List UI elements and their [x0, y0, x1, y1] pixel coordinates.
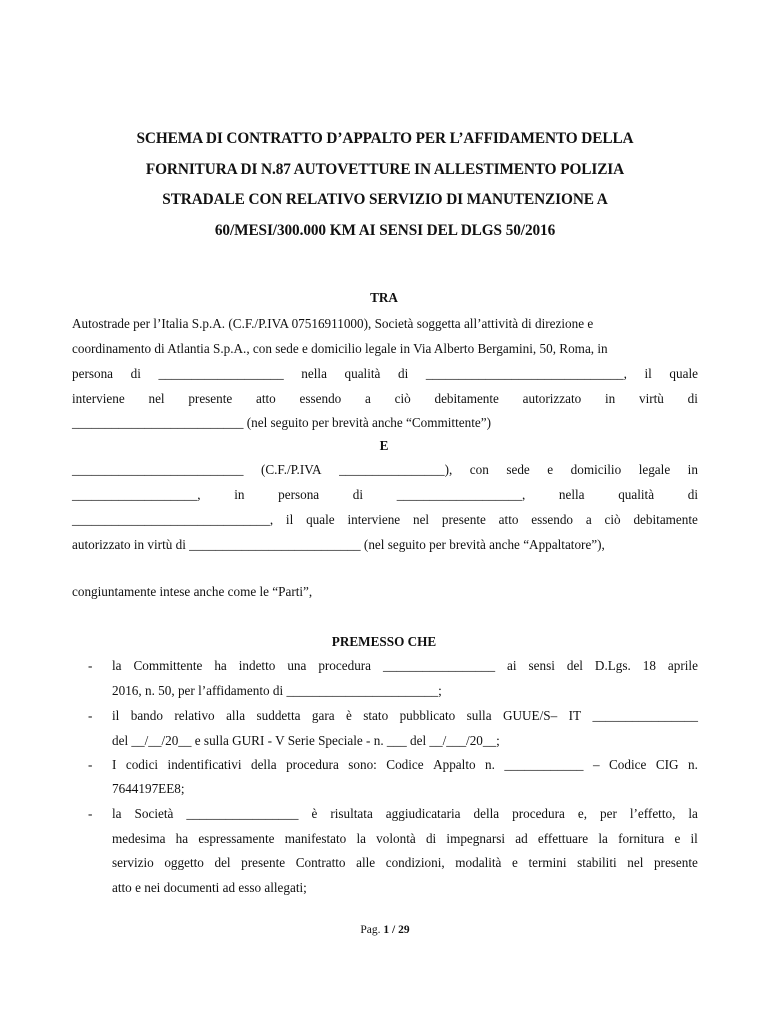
word: ____________ [504, 757, 584, 772]
word: manifestato [284, 831, 347, 846]
title-line: 60/MESI/300.000 KM AI SENSI DEL DLGS 50/2016 [214, 221, 556, 239]
word: nella [301, 366, 327, 381]
word: qualità [344, 366, 381, 381]
word: fornitura [618, 831, 665, 846]
word: è [345, 708, 352, 723]
word: procedura [318, 658, 372, 673]
word: atto [498, 512, 519, 527]
word: Committente [133, 658, 203, 673]
word: di [352, 487, 364, 502]
word: di [425, 831, 437, 846]
page-label: Pag. [360, 924, 384, 936]
word: presente [441, 512, 486, 527]
word: espressamente [198, 831, 275, 846]
word: (C.F./P.IVA [260, 462, 322, 477]
item-line: 7644197EE8; [112, 781, 185, 796]
total-pages: 29 [398, 924, 410, 936]
word: I [112, 757, 117, 772]
word: della [250, 757, 277, 772]
word: la [598, 831, 608, 846]
word: __________________________ [72, 462, 244, 477]
item-line [112, 806, 698, 822]
word: una [287, 658, 307, 673]
word: condizioni, [385, 855, 445, 870]
word: di [130, 366, 141, 381]
word: per [600, 806, 617, 821]
word: modalità [455, 855, 502, 870]
party2-line-2 [72, 487, 698, 503]
word: IT [568, 708, 582, 723]
word: ai [507, 658, 517, 673]
word: interviene [72, 391, 125, 406]
word: stabiliti [577, 855, 617, 870]
word: sede [506, 462, 530, 477]
word: nel [148, 391, 165, 406]
word: alla [226, 708, 246, 723]
word: ___________________, [72, 487, 201, 502]
word: medesima [112, 831, 166, 846]
title-line: STRADALE CON RELATIVO SERVIZIO DI MANUTENZIONE A [162, 191, 608, 208]
word: risultata [330, 806, 373, 821]
party2-line-4: autorizzato in virtù di __________________________ (nel seguito per brevità anche “Appaltatore”), [72, 537, 605, 552]
item-line [112, 658, 698, 674]
item-line: del __/__/20__ e sulla GURI - V Serie Speciale - n. ___ del __/___/20__; [112, 733, 500, 748]
word: in [234, 487, 245, 502]
word: a [365, 391, 371, 406]
word: effettuare [537, 831, 589, 846]
word: GUUE/S– [502, 708, 558, 723]
document-title [60, 124, 710, 246]
item-line [112, 831, 698, 847]
word: – [592, 757, 600, 772]
word: ad [515, 831, 528, 846]
word: virtù [638, 391, 664, 406]
word: Codice [609, 757, 647, 772]
word: presente [241, 855, 286, 870]
word: la [356, 831, 366, 846]
list-dash: - [88, 658, 93, 673]
word: ___________________ [158, 366, 284, 381]
word: debitamente [434, 391, 499, 406]
word: Contratto [295, 855, 346, 870]
word: _________________ [186, 806, 299, 821]
word: e, [577, 806, 588, 821]
word: servizio [112, 855, 154, 870]
word: D.Lgs. [594, 658, 631, 673]
congiuntamente-text: congiuntamente intese anche come le “Parti”, [72, 584, 313, 599]
word: impegnarsi [446, 831, 506, 846]
list-dash: - [88, 757, 93, 772]
word: ciò [394, 391, 411, 406]
word: persona [72, 366, 114, 381]
item-line: atto e nei documenti ad esso allegati; [112, 880, 307, 895]
list-dash: - [88, 708, 93, 723]
word: Codice [386, 757, 424, 772]
word: pubblicato [399, 708, 456, 723]
word: la [112, 658, 122, 673]
word: interviene [347, 512, 401, 527]
word: è [311, 806, 318, 821]
word: stato [363, 708, 389, 723]
word: volontà [376, 831, 416, 846]
word: il [285, 512, 294, 527]
word: e [512, 855, 518, 870]
word: indetto [238, 658, 276, 673]
word: con [469, 462, 489, 477]
word: quale [669, 366, 698, 381]
word: ciò [604, 512, 621, 527]
word: e [547, 462, 554, 477]
word: di [687, 391, 698, 406]
word: debitamente [633, 512, 698, 527]
word: nella [558, 487, 585, 502]
word: _________________ [382, 658, 496, 673]
word: sono: [348, 757, 377, 772]
word: Società [134, 806, 174, 821]
word: la [688, 806, 698, 821]
word: codici [125, 757, 159, 772]
word: di [687, 487, 698, 502]
party1-line-1: Autostrade per l’Italia S.p.A. (C.F./P.IVA 07516911000), Società soggetta all’attività di direzione e [72, 316, 594, 331]
list-dash: - [88, 806, 93, 821]
word: termini [528, 855, 567, 870]
word: presente [653, 855, 698, 870]
word: nel [627, 855, 644, 870]
party2-line-1 [72, 462, 698, 478]
item-line [112, 757, 698, 773]
word: procedura [512, 806, 565, 821]
word: in [687, 462, 698, 477]
word: presente [188, 391, 233, 406]
word: 18 [642, 658, 656, 673]
item-line [112, 708, 698, 724]
word: indentificativi [167, 757, 242, 772]
title-line: FORNITURA DI N.87 AUTOVETTURE IN ALLESTIMENTO POLIZIA [145, 160, 625, 178]
page-footer [0, 924, 770, 936]
word: e [674, 831, 681, 846]
word: legale [638, 462, 671, 477]
party1-line-3 [72, 366, 698, 382]
word: ______________________________, [72, 512, 274, 527]
word: ________________ [592, 708, 698, 723]
word: in [604, 391, 616, 406]
word: l’effetto, [629, 806, 676, 821]
word: essendo [531, 512, 574, 527]
word: domicilio [570, 462, 622, 477]
word: il [644, 366, 652, 381]
word: ha [214, 658, 227, 673]
heading-tra: TRA [370, 290, 398, 305]
word: n. [485, 757, 495, 772]
word: ha [175, 831, 189, 846]
party2-line-3 [72, 512, 698, 528]
word: aggiudicataria [385, 806, 461, 821]
word: qualità [618, 487, 655, 502]
word: autorizzato [522, 391, 582, 406]
item-line: 2016, n. 50, per l’affidamento di _______________________; [112, 683, 442, 698]
page-separator: / [389, 924, 399, 936]
word: persona [278, 487, 320, 502]
word: del [566, 658, 583, 673]
party1-line-5: __________________________ (nel seguito per brevità anche “Committente”) [72, 415, 491, 430]
word: bando [130, 708, 163, 723]
word: ___________________, [396, 487, 526, 502]
word: aprile [667, 658, 698, 673]
word: Appalto [433, 757, 476, 772]
word: quale [306, 512, 335, 527]
word: sensi [528, 658, 555, 673]
word: il [112, 708, 120, 723]
word: della [473, 806, 500, 821]
party1-line-2: coordinamento di Atlantia S.p.A., con sede e domicilio legale in Via Alberto Bergamini, 50, Roma, in [72, 341, 608, 356]
item-line [112, 855, 698, 871]
word: essendo [299, 391, 342, 406]
word: atto [256, 391, 276, 406]
word: suddetta [256, 708, 301, 723]
word: gara [311, 708, 335, 723]
word: ______________________________, [425, 366, 627, 381]
word: il [690, 831, 698, 846]
word: a [585, 512, 592, 527]
word: alle [356, 855, 376, 870]
word: relativo [174, 708, 215, 723]
word: n. [688, 757, 698, 772]
party1-line-4 [72, 391, 698, 407]
word: sulla [466, 708, 492, 723]
word: procedura [286, 757, 339, 772]
heading-premesso-che: PREMESSO CHE [331, 634, 437, 649]
current-page-number: 1 [383, 924, 390, 936]
word: ________________), [339, 462, 453, 477]
word: del [214, 855, 231, 870]
word: di [397, 366, 409, 381]
title-line: SCHEMA DI CONTRATTO D’APPALTO PER L’AFFIDAMENTO DELLA [136, 130, 634, 147]
word: nel [412, 512, 430, 527]
word: oggetto [164, 855, 204, 870]
word: CIG [655, 757, 679, 772]
heading-e: E [379, 438, 389, 453]
word: la [112, 806, 122, 821]
